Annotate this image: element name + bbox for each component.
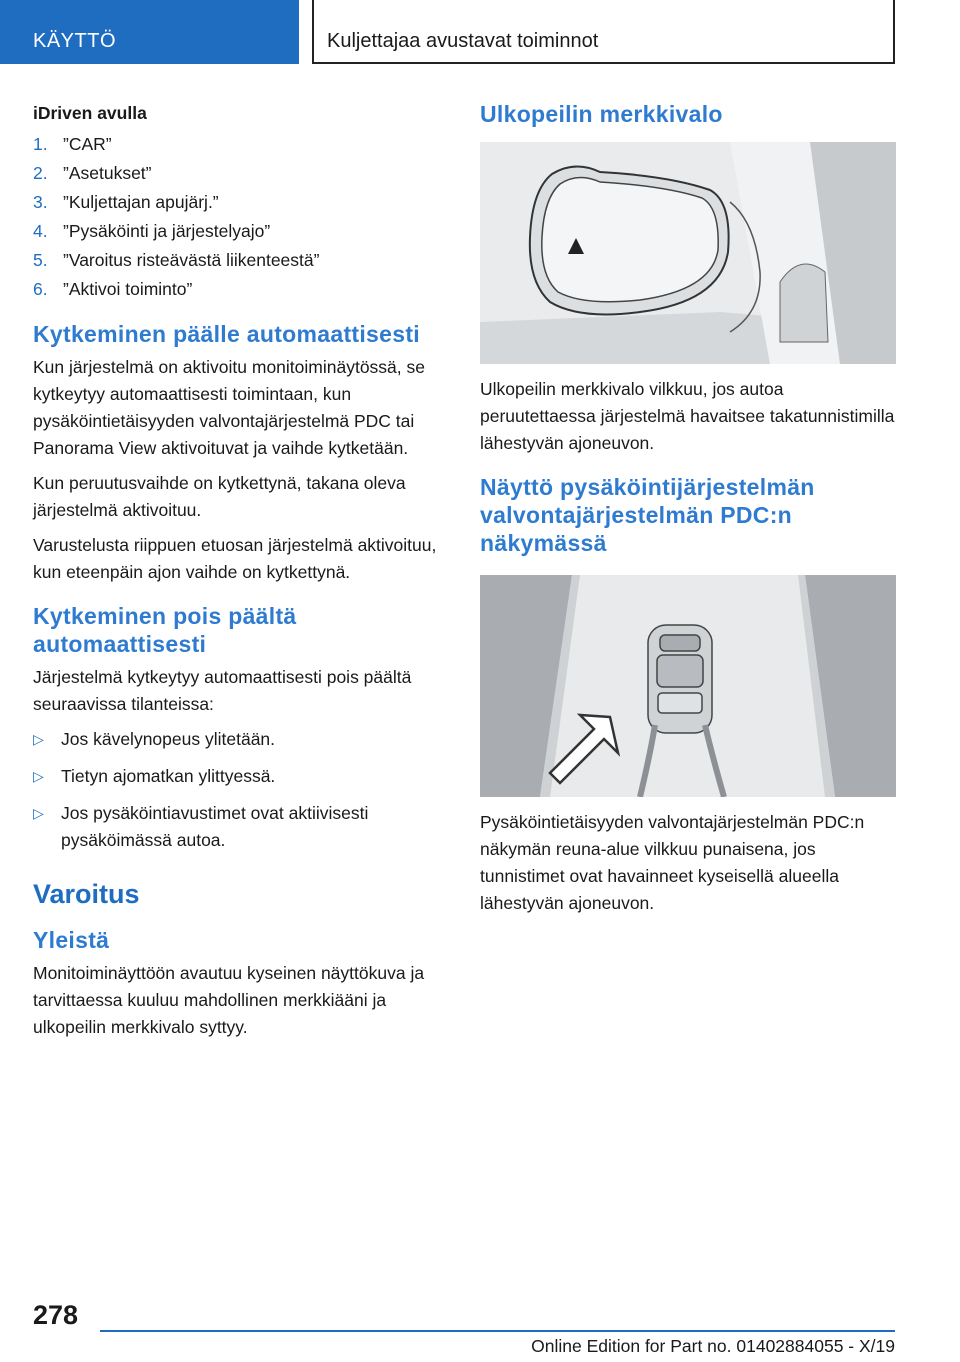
vehicle-icon [648, 625, 712, 733]
footer-divider [100, 1330, 895, 1332]
step-number: 2. [33, 163, 48, 183]
step-text: ”Varoitus risteävästä liikenteestä” [63, 250, 320, 270]
step-text: ”Aktivoi toiminto” [63, 279, 193, 299]
warning-heading: Varoitus [33, 879, 140, 909]
edition-footer: Online Edition for Part no. 01402884055 - X/19 [531, 1336, 895, 1356]
step-number: 3. [33, 192, 48, 212]
switch-off-heading: Kytkeminen pois päältä automaattisesti [33, 603, 297, 657]
step-number: 6. [33, 279, 48, 299]
mirror-indicator-illustration [480, 142, 896, 364]
bullet-text: Jos pysäköintiavustimet ovat aktiivisesti pysäköimässä autoa. [61, 803, 369, 850]
triangle-bullet-icon: ▷ [33, 768, 44, 784]
bullet-item [33, 763, 453, 790]
general-heading: Yleistä [33, 927, 110, 953]
step-item [33, 130, 453, 159]
bullet-text: Jos kävelynopeus ylitetään. [61, 729, 276, 749]
section-title: KÄYTTÖ [33, 30, 117, 52]
bullet-text: Tietyn ajomatkan ylittyessä. [61, 766, 276, 786]
step-text: ”Asetukset” [63, 163, 152, 183]
chapter-header [312, 0, 895, 64]
step-item [33, 188, 453, 217]
step-number: 4. [33, 221, 48, 241]
switch-off-intro: Järjestelmä kytkeytyy automaattisesti pois päältä seuraavissa tilanteissa: [33, 667, 412, 714]
step-text: ”CAR” [63, 134, 112, 154]
page-number: 278 [33, 1300, 79, 1330]
bullet-item [33, 800, 453, 854]
step-item [33, 217, 453, 246]
display-caption: Pysäköintietäisyyden valvontajärjestelmän PDC:n näkymän reuna-alue vilkkuu punaisena, jos tunnistimet ovat havainneet kyseisellä alueella lähestyvän ajoneuvon. [480, 812, 865, 913]
step-text: ”Pysäköinti ja järjestelyajo” [63, 221, 271, 241]
switch-on-heading: Kytkeminen päälle automaattisesti [33, 321, 420, 347]
display-heading: Näyttö pysäköintijärjestelmän valvontajärjestelmän PDC:n näkymässä [480, 474, 815, 556]
switch-on-paragraph: Varustelusta riippuen etuosan järjestelmä aktivoituu, kun eteenpäin ajon vaihde on kytkettynä. [33, 535, 437, 582]
step-list [33, 130, 453, 304]
switch-on-paragraph: Kun järjestelmä on aktivoitu monitoiminäytössä, se kytkeytyy automaattisesti toimintaan, kun pysäköintietäisyyden valvontajärjestelmä PDC tai Panorama View aktivoituvat ja vaihde kytketään. [33, 357, 425, 458]
section-tab [0, 0, 299, 64]
pdc-display-illustration [480, 575, 896, 797]
left-column [33, 100, 453, 1049]
switch-on-paragraph: Kun peruutusvaihde on kytkettynä, takana oleva järjestelmä aktivoituu. [33, 473, 406, 520]
triangle-bullet-icon: ▷ [33, 731, 44, 747]
step-item [33, 159, 453, 188]
right-column [480, 100, 896, 925]
mirror-caption: Ulkopeilin merkkivalo vilkkuu, jos autoa peruutettaessa järjestelmä havaitsee takatunnistimilla lähestyvän ajoneuvon. [480, 379, 895, 453]
switch-off-list [33, 726, 453, 854]
step-number: 1. [33, 134, 48, 154]
step-item [33, 275, 453, 304]
step-item [33, 246, 453, 275]
step-number: 5. [33, 250, 48, 270]
triangle-bullet-icon: ▷ [33, 805, 44, 821]
bullet-item [33, 726, 453, 753]
step-text: ”Kuljettajan apujärj.” [63, 192, 219, 212]
chapter-title: Kuljettajaa avustavat toiminnot [327, 30, 599, 52]
idrive-heading: iDriven avulla [33, 103, 147, 123]
mirror-heading: Ulkopeilin merkkivalo [480, 101, 723, 127]
general-text: Monitoiminäyttöön avautuu kyseinen näyttökuva ja tarvittaessa kuuluu mahdollinen merkkiääni ja ulkopeilin merkkivalo syttyy. [33, 963, 425, 1037]
